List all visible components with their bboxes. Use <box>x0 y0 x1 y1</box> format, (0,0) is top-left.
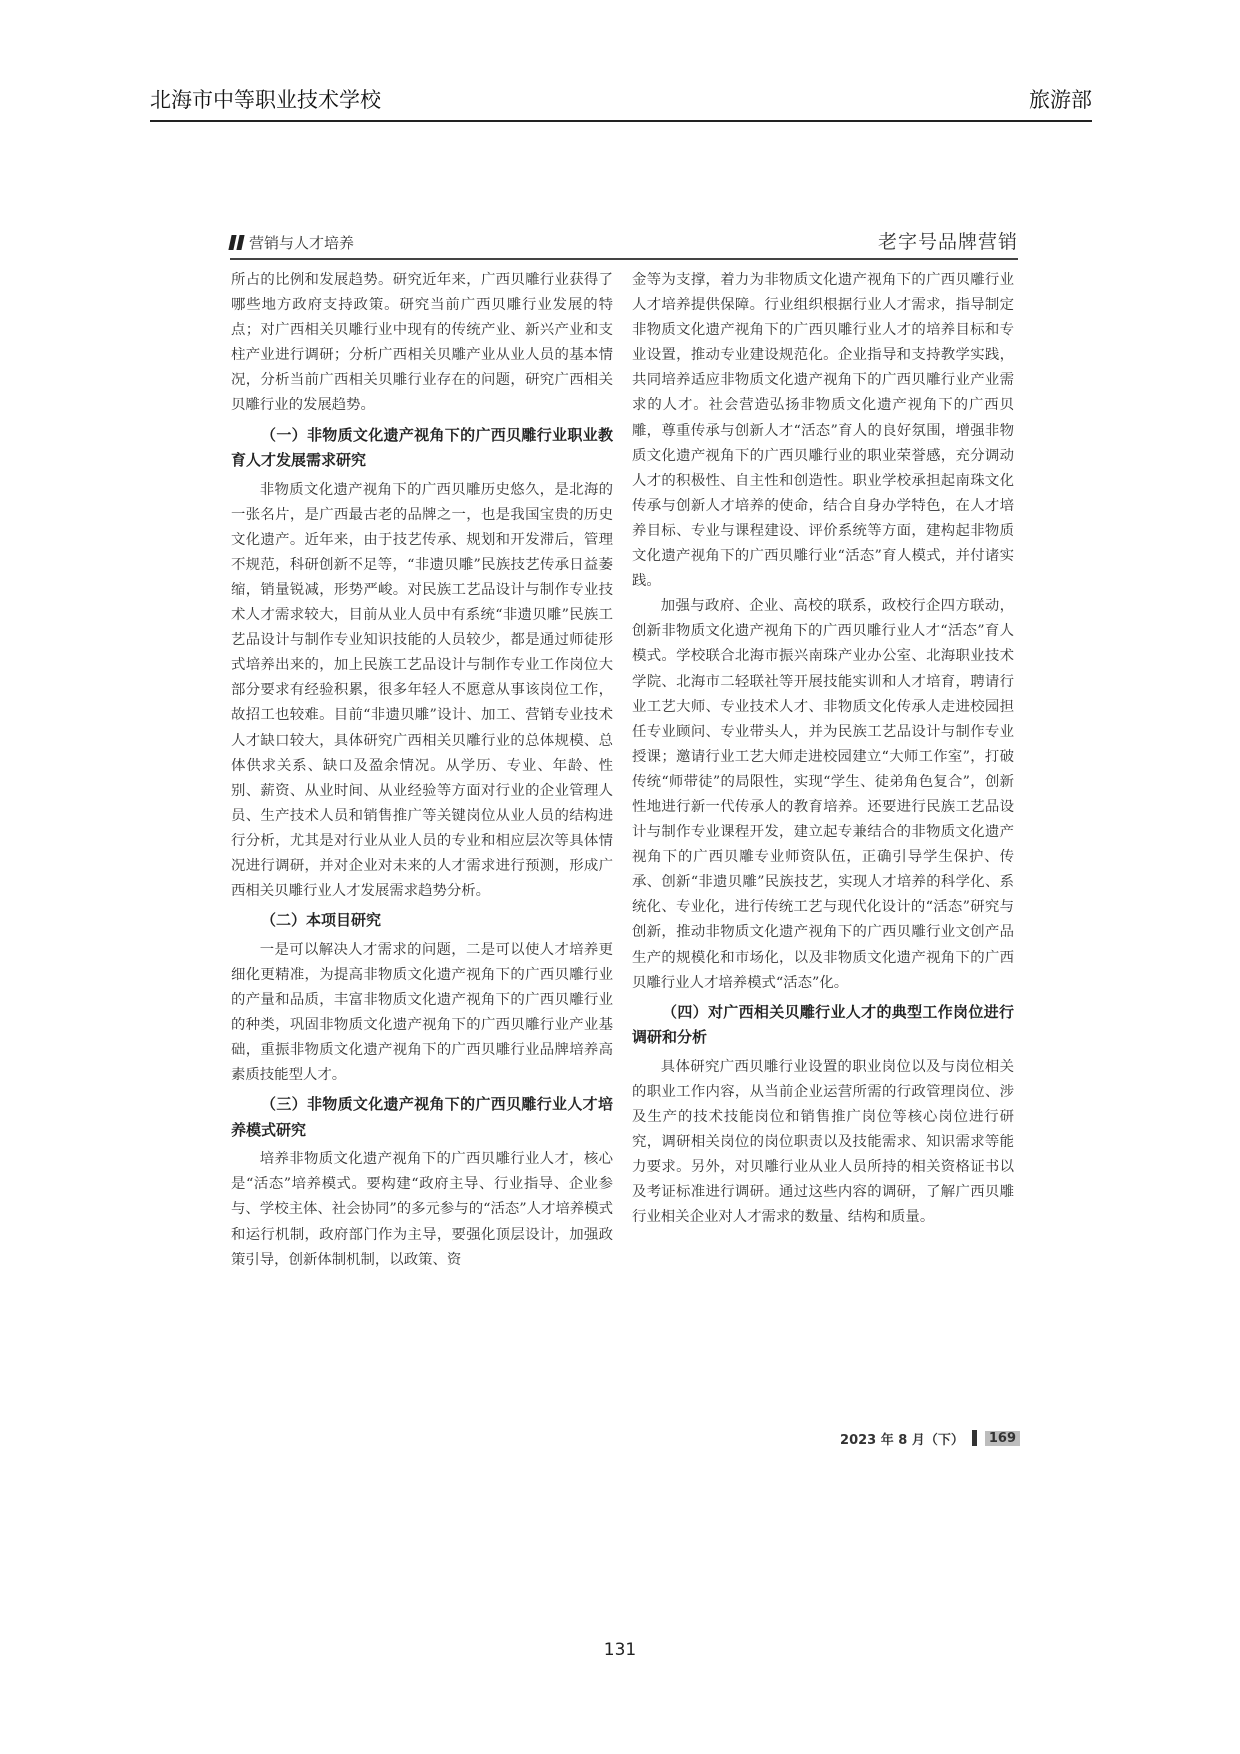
section-heading: （二）本项目研究 <box>261 911 382 930</box>
section-heading: （一）非物质文化遗产视角下的广西贝雕行业职业教育人才发展需求研究 <box>231 425 613 470</box>
department-name: 旅游部 <box>1029 88 1092 112</box>
section-heading: （四）对广西相关贝雕行业人才的典型工作岗位进行调研和分析 <box>632 1002 1014 1047</box>
section-heading: （三）非物质文化遗产视角下的广西贝雕行业人才培养模式研究 <box>231 1095 613 1139</box>
paragraph: 金等为支撑，着力为非物质文化遗产视角下的广西贝雕行业人才培养提供保障。行业组织根据行业人才需求，指导制定非物质文化遗产视角下的广西贝雕行业人才的培养目标和专业设置，推动专业建设规范化。企业指导和支持教学实践，共同培养适应非物质文化遗产视角下的广西贝雕行业产业需求的人才。社会营造弘扬非物质文化遗产视角下的广西贝雕，尊重传承与创新人才“活态”育人的良好氛围，增强非物质文化遗产视角下的广西贝雕行业的职业荣誉感，充分调动人才的积极性、自主性和创造性。职业学校承担起南珠文化传承与创新人才培养的使命，结合自身办学特色，在人才培养目标、专业与课程建设、评价系统等方面，建构起非物质文化遗产视角下的广西贝雕行业“活态”育人模式，并付诸实践。 <box>632 272 1014 590</box>
right-column <box>632 268 1014 1230</box>
journal-column-title: 老字号品牌营销 <box>877 231 1018 253</box>
paragraph: 具体研究广西贝雕行业设置的职业岗位以及与岗位相关的职业工作内容，从当前企业运营所需的行政管理岗位、涉及生产的技术技能岗位和销售推广岗位等核心岗位进行研究，调研相关岗位的岗位职责以及技能需求、知识需求等能力要求。另外，对贝雕行业从业人员所持的相关资格证书以及考证标准进行调研。通过这些内容的调研，了解广西贝雕行业相关企业对人才需求的数量、结构和质量。 <box>632 1058 1014 1226</box>
school-name: 北海市中等职业技术学校 <box>150 88 381 112</box>
journal-footer <box>800 1428 1020 1448</box>
paragraph: 加强与政府、企业、高校的联系，政校行企四方联动，创新非物质文化遗产视角下的广西贝雕行业人才“活态”育人模式。学校联合北海市振兴南珠产业办公室、北海职业技术学院、北海市二轻联社等开展技能实训和人才培育，聘请行业工艺大师、专业技术人才、非物质文化传承人走进校园担任专业顾问、专业带头人，并为民族工艺品设计与制作专业授课；邀请行业工艺大师走进校园建立“大师工作室”，打破传统“师带徒”的局限性，实现“学生、徒弟角色复合”，创新性地进行新一代传承人的教育培养。还要进行民族工艺品设计与制作专业课程开发，建立起专兼结合的非物质文化遗产视角下的广西贝雕专业师资队伍，正确引导学生保护、传承、创新“非遗贝雕”民族技艺，实现人才培养的科学化、系统化、专业化，进行传统工艺与现代化设计的“活态”研究与创新，推动非物质文化遗产视角下的广西贝雕行业文创产品生产的规模化和市场化，以及非物质文化遗产视角下的广西贝雕行业人才培养模式“活态”化。 <box>632 598 1014 991</box>
paragraph: 培养非物质文化遗产视角下的广西贝雕行业人才，核心是“活态”培养模式。要构建“政府主导、行业指导、企业参与、学校主体、社会协同”的多元参与的“活态”人才培养模式和运行机制，政府部门作为主导，要强化顶层设计，加强政策引导，创新体制机制，以政策、资 <box>231 1151 613 1268</box>
left-column <box>231 268 613 1273</box>
paragraph: 所占的比例和发展趋势。研究近年来，广西贝雕行业获得了哪些地方政府支持政策。研究当前广西贝雕行业发展的特点；对广西相关贝雕行业中现有的传统产业、新兴产业和支柱产业进行调研；分析广西相关贝雕产业从业人员的基本情况，分析当前广西相关贝雕行业存在的问题，研究广西相关贝雕行业的发展趋势。 <box>231 272 613 414</box>
journal-section-label: 营销与人才培养 <box>249 234 355 252</box>
paragraph: 一是可以解决人才需求的问题，二是可以使人才培养更细化更精准，为提高非物质文化遗产视角下的广西贝雕行业的产量和品质，丰富非物质文化遗产视角下的广西贝雕行业的种类，巩固非物质文化遗产视角下的广西贝雕行业产业基础，重振非物质文化遗产视角下的广西贝雕行业品牌培养高素质技能型人才。 <box>231 941 613 1084</box>
footer-bar-icon <box>972 1430 977 1446</box>
journal-date: 2023 年 8 月（下） <box>840 1432 964 1448</box>
paragraph: 非物质文化遗产视角下的广西贝雕历史悠久，是北海的一张名片，是广西最古老的品牌之一，也是我国宝贵的历史文化遗产。近年来，由于技艺传承、规划和开发滞后，管理不规范，科研创新不足等，“非遗贝雕”民族技艺传承日益萎缩，销量锐减，形势严峻。对民族工艺品设计与制作专业技术人才需求较大，目前从业人员中有系统“非遗贝雕”民族工艺品设计与制作专业知识技能的人员较少，都是通过师徒形式培养出来的，加上民族工艺品设计与制作专业工作岗位大部分要求有经验积累，很多年轻人不愿意从事该岗位工作，故招工也较难。目前“非遗贝雕”设计、加工、营销专业技术人才缺口较大，具体研究广西相关贝雕行业的总体规模、总体供求关系、缺口及盈余情况。从学历、专业、年龄、性别、薪资、从业时间、从业经验等方面对行业的企业管理人员、生产技术人员和销售推广等关键岗位从业人员的结构进行分析，尤其是对行业从业人员的专业和相应层次等具体情况进行调研，并对企业对未来的人才需求进行预测，形成广西相关贝雕行业人才发展需求趋势分析。 <box>231 481 613 900</box>
page-number: 131 <box>603 1640 637 1660</box>
journal-section <box>230 232 354 258</box>
journal-page-number: 169 <box>985 1431 1020 1446</box>
section-bars-icon <box>230 235 243 250</box>
page-header <box>150 86 1092 122</box>
journal-header <box>230 224 1018 260</box>
